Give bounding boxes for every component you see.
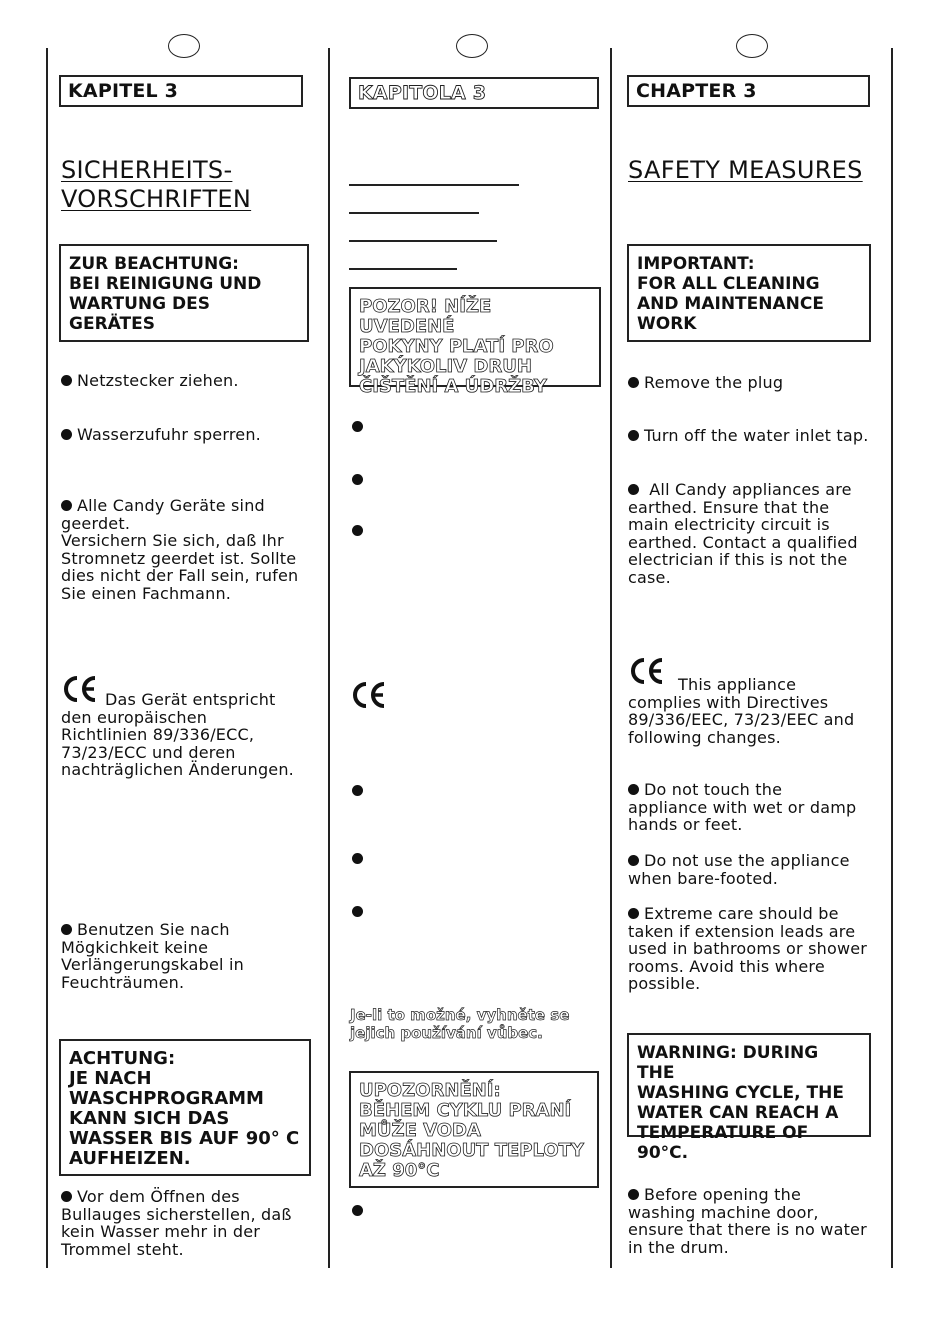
notice-line: ČIŠTĚNÍ A ÚDRŽBY <box>359 376 547 397</box>
item-text: Je-li to možné, vyhněte se <box>350 1006 570 1024</box>
notice-box-en <box>627 244 871 342</box>
item-text: geerdet. <box>61 513 131 533</box>
item-text: earthed. Contact a qualified <box>628 532 858 552</box>
column-divider-mid-left <box>328 48 330 1268</box>
item-text: Before opening the <box>644 1185 802 1204</box>
chapter-heading-de: KAPITEL 3 <box>59 75 303 107</box>
notice-box-cz <box>349 287 601 397</box>
warning-line: WASHING CYCLE, THE <box>637 1083 844 1103</box>
item-text: Das Gerät entspricht <box>105 690 276 709</box>
item-text: kein Wasser mehr in der <box>61 1222 261 1241</box>
bullet-dot-icon <box>628 484 639 495</box>
bullet-dot-icon <box>61 500 72 511</box>
bullet-dot-icon <box>352 785 363 796</box>
language-circle-icon <box>736 34 768 58</box>
warning-line: WASCHPROGRAMM <box>69 1088 264 1109</box>
item-text: used in bathrooms or shower <box>628 939 868 958</box>
bullet-dot-icon <box>628 1189 639 1200</box>
item-text: Versichern Sie sich, daß Ihr <box>61 531 284 550</box>
item-text: nachträglichen Änderungen. <box>61 760 294 779</box>
bullet-dot-icon <box>352 421 363 432</box>
bullet-dot-icon <box>352 906 363 917</box>
item-text: jejich používání vůbec. <box>350 1024 543 1042</box>
water-off-item-en <box>628 427 869 445</box>
bullet-dot-icon <box>628 430 639 441</box>
ce-compliance-en <box>628 676 854 746</box>
column-divider-left <box>46 48 48 1268</box>
warning-line: AŽ 90°C <box>359 1160 440 1181</box>
title-line: SICHERHEITS- <box>61 156 233 184</box>
section-title-de <box>61 156 251 214</box>
notice-line: AND MAINTENANCE <box>637 294 824 314</box>
warning-line: MŮŽE VODA <box>359 1120 481 1141</box>
ce-compliance-de <box>61 691 294 779</box>
item-text: Wasserzufuhr sperren. <box>77 425 261 444</box>
warning-line: WARNING: DURING THE <box>637 1043 819 1083</box>
item-text: when bare-footed. <box>628 868 779 888</box>
bullet-dot-icon <box>352 1205 363 1216</box>
ce-mark-icon <box>350 680 388 710</box>
language-circle-icon <box>456 34 488 58</box>
extension-note-cz <box>350 1006 569 1042</box>
notice-line: IMPORTANT: <box>637 254 755 274</box>
bullet-dot-icon <box>352 525 363 536</box>
item-text: washing machine door, <box>628 1202 819 1222</box>
warning-line: KANN SICH DAS <box>69 1108 230 1129</box>
item-text: earthed. Ensure that the <box>628 497 830 517</box>
column-divider-mid-right <box>610 48 612 1268</box>
blank-title-rule <box>349 268 457 270</box>
warning-line: DOSÁHNOUT TEPLOTY <box>359 1140 584 1161</box>
bullet-dot-icon <box>352 474 363 485</box>
item-text: Remove the plug <box>644 373 784 392</box>
extension-item-en <box>628 905 867 993</box>
chapter-heading-en: CHAPTER 3 <box>627 75 870 107</box>
section-title-en: SAFETY MEASURES <box>628 156 863 184</box>
column-divider-right <box>891 48 893 1268</box>
item-text: complies with Directives <box>628 692 829 712</box>
bullet-dot-icon <box>61 429 72 440</box>
item-text: following changes. <box>628 727 781 747</box>
item-text: main electricity circuit is <box>628 515 830 534</box>
item-text: All Candy appliances are <box>644 480 852 499</box>
warning-line: UPOZORNĚNÍ: <box>359 1080 501 1101</box>
warning-line: WASSER BIS AUF 90° C <box>69 1128 300 1149</box>
bullet-dot-icon <box>61 1191 72 1202</box>
warning-line: WATER CAN REACH A <box>637 1103 839 1123</box>
notice-line: FOR ALL CLEANING <box>637 274 820 294</box>
item-text: rooms. Avoid this where <box>628 956 825 976</box>
item-text: 89/336/EEC, 73/23/EEC and <box>628 710 855 729</box>
notice-line: BEI REINIGUNG UND <box>69 274 262 294</box>
language-circle-icon <box>168 34 200 58</box>
item-text: taken if extension leads are <box>628 921 856 941</box>
water-off-item-de <box>61 426 261 444</box>
item-text: Sie einen Fachmann. <box>61 583 232 603</box>
item-text: dies nicht der Fall sein, rufen <box>61 566 299 585</box>
warning-line: ACHTUNG: <box>69 1048 176 1069</box>
item-text: in the drum. <box>628 1237 729 1257</box>
earthed-item-de <box>61 497 298 602</box>
notice-line: WARTUNG DES <box>69 294 210 314</box>
item-text: Verlängerungskabel in <box>61 955 244 974</box>
extension-item-de <box>61 921 244 991</box>
chapter-text: KAPITOLA 3 <box>358 82 487 104</box>
bullet-dot-icon <box>628 784 639 795</box>
item-text: Do not use the appliance <box>644 851 850 870</box>
item-text: Vor dem Öffnen des <box>77 1187 240 1206</box>
unplug-item-en <box>628 374 783 392</box>
bullet-dot-icon <box>628 855 639 866</box>
notice-box-de <box>59 244 309 342</box>
item-text: Alle Candy Geräte sind <box>77 496 265 515</box>
bullet-dot-icon <box>628 377 639 388</box>
wet-hands-item-en <box>628 781 856 834</box>
item-text: electrician if this is not the <box>628 550 848 569</box>
warning-line: JE NACH <box>69 1068 152 1089</box>
item-text: Feuchträumen. <box>61 972 185 992</box>
item-text: Do not touch the <box>644 780 783 799</box>
warning-line: TEMPERATURE OF 90°C. <box>637 1123 809 1163</box>
notice-line: JAKÝKOLIV DRUH <box>359 356 532 377</box>
item-text: ensure that there is no water <box>628 1220 867 1239</box>
warning-line: AUFHEIZEN. <box>69 1148 191 1169</box>
item-text: Extreme care should be <box>644 904 839 923</box>
notice-line: GERÄTES <box>69 314 155 334</box>
temperature-warning-de <box>59 1039 311 1176</box>
item-text: Trommel steht. <box>61 1239 184 1259</box>
door-item-de <box>61 1188 292 1258</box>
earthed-item-en <box>628 481 858 586</box>
door-item-en <box>628 1186 867 1256</box>
bullet-dot-icon <box>61 375 72 386</box>
item-text: Stromnetz geerdet ist. Sollte <box>61 548 297 568</box>
item-text: Richtlinien 89/336/ECC, <box>61 725 255 744</box>
item-text: case. <box>628 567 671 587</box>
unplug-item-de <box>61 372 239 390</box>
bullet-dot-icon <box>61 924 72 935</box>
blank-title-rule <box>349 184 519 186</box>
item-text: den europäischen <box>61 707 208 727</box>
chapter-heading-cz <box>349 77 599 109</box>
notice-line: WORK <box>637 314 697 334</box>
item-text: Netzstecker ziehen. <box>77 371 239 390</box>
notice-line: POKYNY PLATÍ PRO <box>359 336 554 357</box>
warning-line: BĚHEM CYKLU PRANÍ <box>359 1100 572 1121</box>
temperature-warning-en <box>627 1033 871 1163</box>
notice-line: POZOR! NÍŽE UVEDENÉ <box>359 296 492 337</box>
item-text: Mögkichkeit keine <box>61 937 209 957</box>
item-text: appliance with wet or damp <box>628 797 857 817</box>
item-text: Bullauges sicherstellen, daß <box>61 1204 292 1224</box>
item-text: hands or feet. <box>628 815 743 834</box>
blank-title-rule <box>349 240 497 242</box>
item-text: possible. <box>628 974 701 993</box>
notice-line: ZUR BEACHTUNG: <box>69 254 239 274</box>
blank-title-rule <box>349 212 479 214</box>
bullet-dot-icon <box>628 908 639 919</box>
temperature-warning-cz <box>349 1071 599 1188</box>
bullet-dot-icon <box>352 853 363 864</box>
item-text: 73/23/ECC und deren <box>61 742 236 762</box>
item-text: Benutzen Sie nach <box>77 920 230 939</box>
item-text: This appliance <box>678 675 797 694</box>
title-line: VORSCHRIFTEN <box>61 185 252 213</box>
bare-foot-item-en <box>628 852 850 887</box>
item-text: Turn off the water inlet tap. <box>644 426 869 445</box>
